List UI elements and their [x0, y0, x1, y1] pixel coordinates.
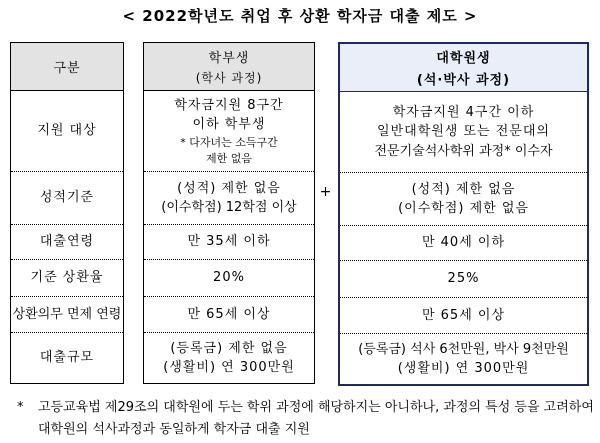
graduate-header-title: 대학원생: [436, 51, 491, 66]
footnote: [13, 397, 600, 441]
undergraduate-loan-scale: [144, 332, 314, 383]
graduate-header-sub: (석·박사 과정): [416, 73, 511, 88]
category-header: 구분: [11, 43, 123, 91]
graduate-grade-line1: (성적) 제한 없음: [411, 181, 516, 197]
graduate-loan-scale-line2: (생활비) 연 300만원: [397, 361, 530, 376]
undergraduate-grade-criteria: [144, 171, 314, 224]
category-column: [10, 42, 124, 384]
row-label-loan-age: 대출연령: [11, 224, 123, 259]
undergraduate-base-repayment-rate: 20%: [144, 259, 314, 296]
undergraduate-loan-scale-line2: (생활비) 연 300만원: [163, 360, 295, 375]
footnote-asterisk: *: [17, 400, 24, 415]
undergraduate-loan-age: 만 35세 이하: [144, 224, 314, 259]
undergraduate-grade-line2: (이수학점) 12학점 이상: [161, 200, 297, 215]
row-label-exemption-age: 상환의무 면제 연령: [11, 296, 123, 332]
undergraduate-support-target: [144, 91, 314, 171]
undergraduate-support-target-note1: * 다자녀는 소득구간: [180, 135, 278, 149]
graduate-grade-line2: (이수학점) 제한 없음: [398, 201, 529, 216]
undergraduate-header-title: 학부생: [208, 51, 250, 66]
graduate-base-repayment-rate: 25%: [340, 260, 587, 297]
plus-connector: +: [319, 184, 332, 200]
graduate-header: [340, 44, 587, 92]
graduate-loan-age: 만 40세 이하: [340, 225, 587, 260]
undergraduate-column: [143, 42, 315, 384]
undergraduate-header: [144, 43, 314, 91]
row-label-loan-scale: 대출규모: [11, 332, 123, 383]
row-label-base-repayment-rate: 기준 상환율: [11, 259, 123, 296]
graduate-support-target: [340, 92, 587, 172]
graduate-grade-criteria: [340, 172, 587, 225]
graduate-column: [338, 42, 589, 386]
graduate-loan-scale-line1: (등록금) 석사 6천만원, 박사 9천만원: [358, 341, 569, 357]
undergraduate-support-target-line2: 이하 학부생: [192, 117, 266, 133]
undergraduate-loan-scale-line1: (등록금) 제한 없음: [170, 340, 288, 356]
page-title: < 2022학년도 취업 후 상환 학자금 대출 제도 >: [122, 7, 478, 25]
row-label-support-target: 지원 대상: [37, 123, 97, 139]
footnote-line1: 고등교육법 제29조의 대학원에 두는 학위 과정에 해당하지는 아니하나, 과정의 특성 등을 고려하여: [38, 400, 594, 415]
graduate-support-target-line3: 전문기술석사학위 과정* 이수자: [374, 143, 553, 159]
undergraduate-exemption-age: 만 65세 이상: [144, 296, 314, 332]
undergraduate-support-target-note2: 제한 없음: [205, 151, 252, 165]
graduate-support-target-line2: 일반대학원생 또는 전문대의: [377, 124, 550, 140]
undergraduate-grade-line1: (성적) 제한 없음: [177, 180, 281, 196]
footnote-line2: 대학원의 석사과정과 동일하게 학자금 대출 지원: [38, 422, 310, 437]
undergraduate-header-sub: (학사 과정): [195, 71, 263, 85]
graduate-exemption-age: 만 65세 이상: [340, 297, 587, 333]
graduate-support-target-line1: 학자금지원 4구간 이하: [392, 104, 535, 120]
undergraduate-support-target-line1: 학자금지원 8구간: [174, 97, 284, 113]
row-label-grade-criteria: 성적기준: [11, 171, 123, 224]
graduate-loan-scale: [340, 333, 587, 384]
